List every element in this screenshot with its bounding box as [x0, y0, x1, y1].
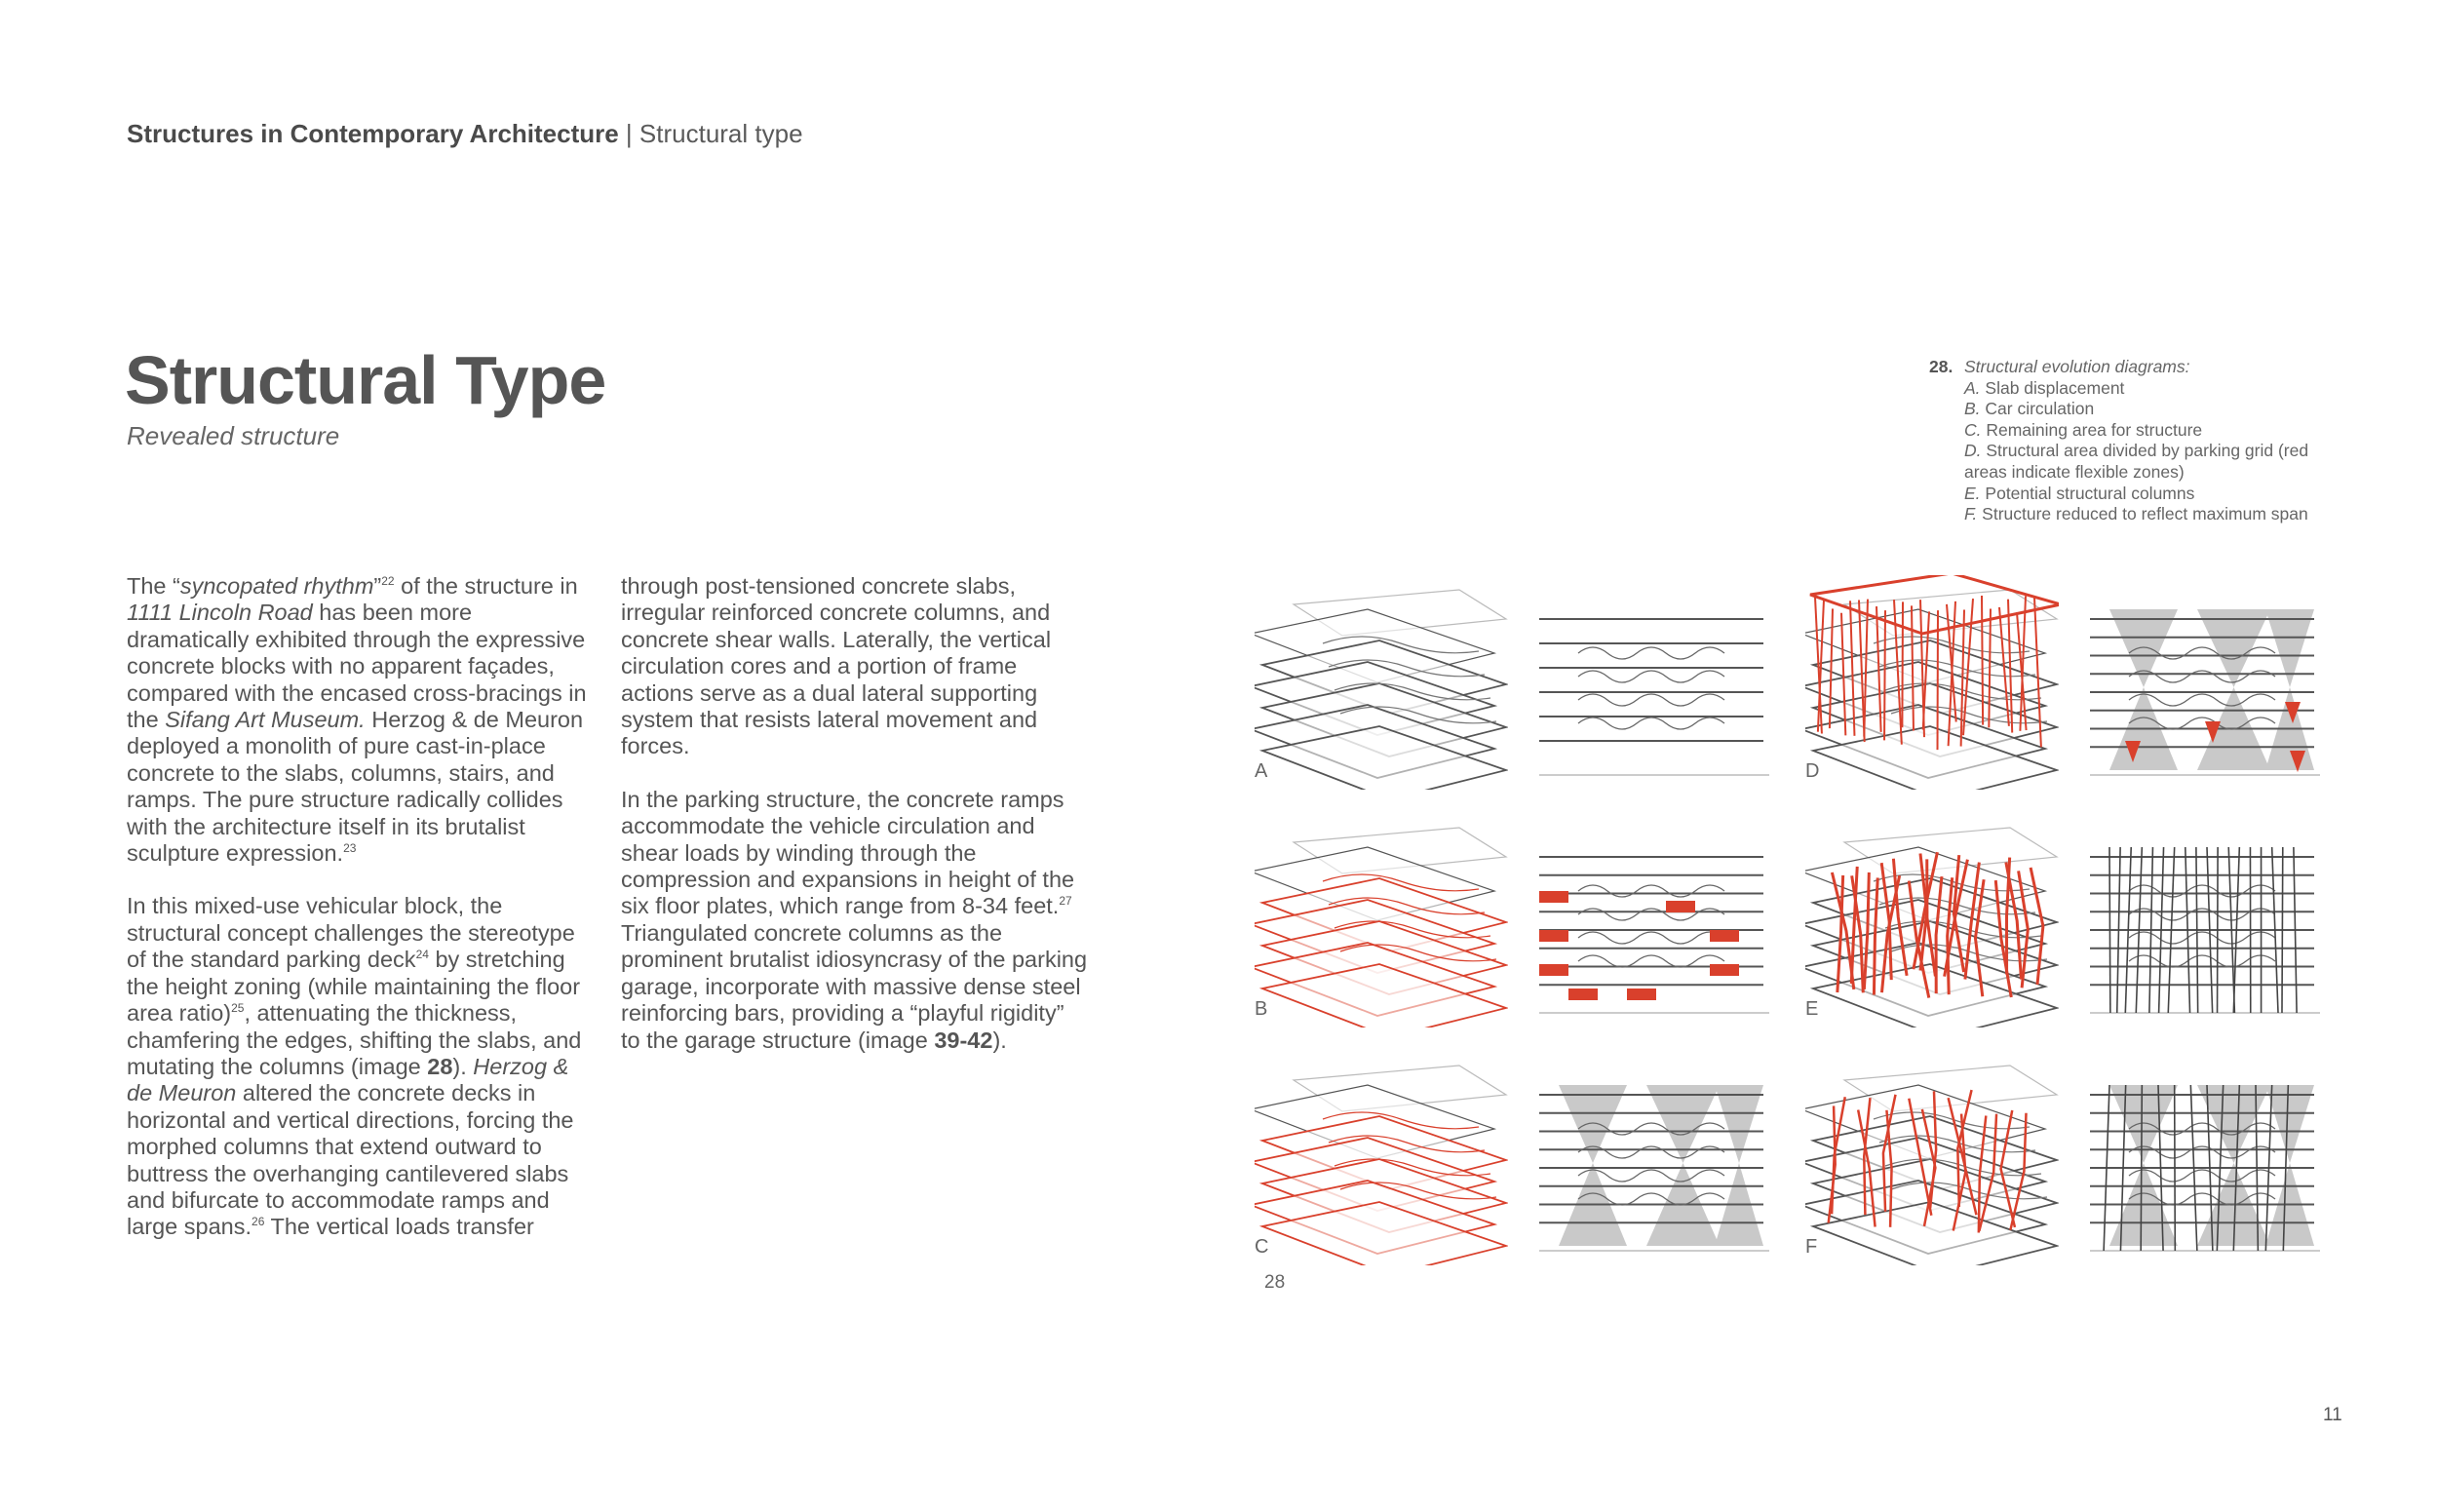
- isometric-slab-diagram: [1805, 1051, 2059, 1265]
- diagram-panel-d: [1805, 575, 2351, 809]
- elevation-diagram: [1539, 1070, 1773, 1265]
- elevation-diagram: [2090, 833, 2324, 1027]
- flexible-zone: [1539, 964, 1568, 976]
- column-line: [2218, 847, 2219, 1013]
- column-line: [2175, 1085, 2176, 1251]
- flexible-zone: [1710, 930, 1739, 942]
- paragraph: In this mixed-use vehicular block, the structural concept challenges the stereotype of the standard parking deck$^{24}$ by stretching the height zoning (while maintaining the floor area ratio)$^{25}$, attenuating the thickness, chamfering the edges, shifting the slabs, and mutating the columns (image 28). Herzog & de Meuron altered the concrete decks in horizontal and vertical directions, forcing the morphed columns that extend outward to buttress the overhanging cantilevered slabs and bifurcate to accommodate ramps and large spans.$^{26}$ The vertical loads transfer: [127, 893, 582, 1240]
- diagram-panel-a: [1255, 575, 1800, 809]
- flexible-zone: [1666, 901, 1695, 912]
- body-column-2: [621, 573, 1089, 1080]
- paragraph: The “syncopated rhythm”$^{22}$ of the structure in 1111 Lincoln Road has been more dramatically exhibited through the expressive concrete blocks with no apparent façades, compared with the encased cross-bracings in the Sifang Art Museum. Herzog & de Meuron deployed a monolith of pure cast-in-place concrete to the slabs, columns, stairs, and ramps. The pure structure radically collides with the architecture itself in its brutalist sculpture expression.$^{23}$: [127, 573, 587, 867]
- ramp-loop: [1578, 955, 1724, 967]
- diagram-panel-c: [1255, 1051, 1800, 1285]
- ramp-loop: [1578, 717, 1724, 729]
- ramp-loop: [1578, 885, 1724, 897]
- ramp-loop: [1578, 671, 1724, 682]
- page-title: Structural Type: [125, 342, 606, 418]
- isometric-slab-diagram: [1805, 813, 2059, 1027]
- ramp-loop: [1578, 1170, 1724, 1182]
- running-header-series: Structures in Contemporary Architecture: [127, 119, 619, 148]
- elevation-diagram: [1539, 595, 1773, 790]
- caption-line: F. Structure reduced to reflect maximum span: [1964, 504, 2308, 524]
- elevation-diagram: [2090, 595, 2324, 790]
- flexible-zone: [1568, 989, 1598, 1000]
- panel-label: F: [1805, 1236, 1818, 1258]
- panel-label: C: [1255, 1236, 1269, 1258]
- panel-label: E: [1805, 998, 1819, 1020]
- ramp-loop: [1578, 932, 1724, 944]
- caption-line: C. Remaining area for structure: [1964, 419, 2203, 440]
- caption-line: A. Slab displacement: [1964, 377, 2125, 398]
- figure-caption: [1929, 357, 2335, 525]
- caption-line: E. Potential structural columns: [1964, 483, 2195, 503]
- page-subtitle: Revealed structure: [127, 421, 340, 450]
- structural-zone: [1902, 601, 1903, 727]
- ramp-loop: [2129, 885, 2275, 897]
- flexible-zone: [1539, 930, 1568, 942]
- column-zone: [1559, 1085, 1627, 1163]
- panel-label: B: [1255, 998, 1268, 1020]
- diagram-panel-f: [1805, 1051, 2351, 1285]
- ramp-loop: [1578, 694, 1724, 706]
- panel-label: D: [1805, 760, 1820, 782]
- column-zone: [2265, 1085, 2314, 1163]
- panel-label: A: [1255, 760, 1268, 782]
- ramp-loop: [1578, 1146, 1724, 1158]
- running-header-separator: |: [618, 119, 639, 148]
- running-header-section: Structural type: [638, 119, 803, 148]
- paragraph: through post-tensioned concrete slabs, irregular reinforced concrete columns, and concrete shear walls. Laterally, the vertical circulation cores and a portion of frame actions serve as a dual lateral supporting system that resists lateral movement and forces.: [621, 573, 1052, 759]
- caption-line: areas indicate flexible zones): [1964, 461, 2185, 482]
- ramp-loop: [1578, 647, 1724, 659]
- flexible-zone: [1627, 989, 1656, 1000]
- paragraph: In the parking structure, the concrete ramps accommodate the vehicle circulation and shear loads by winding through the compression and expansions in height of the six floor plates, which range from 8-34 feet.$^{27}$ Triangulated concrete columns as the prominent brutalist idiosyncrasy of the parking garage, incorporate with massive dense steel reinforcing bars, providing a “playful rigidity” to the garage structure (image 39-42).: [621, 786, 1088, 1053]
- column-line: [2109, 847, 2110, 1013]
- page-number: 11: [2323, 1405, 2342, 1425]
- ramp-loop: [2129, 671, 2275, 682]
- caption-title: Structural evolution diagrams:: [1964, 357, 2190, 376]
- flexible-zone: [1539, 891, 1568, 903]
- ramp-loop: [2129, 694, 2275, 706]
- elevation-diagram: [1539, 833, 1773, 1027]
- diagram-panel-e: [1805, 813, 2351, 1047]
- caption-number: 28.: [1929, 357, 1953, 376]
- flexible-zone: [1710, 964, 1739, 976]
- caption-line: D. Structural area divided by parking grid (red: [1964, 441, 2309, 461]
- column-line: [2282, 847, 2283, 1013]
- column-zone: [2109, 1085, 2178, 1163]
- column-zone: [2109, 609, 2178, 687]
- body-column-1: [127, 573, 595, 1267]
- isometric-slab-diagram: [1805, 575, 2059, 790]
- running-header: [127, 119, 803, 149]
- structural-zone: [1982, 596, 1983, 725]
- figure-number: 28: [1264, 1272, 1286, 1293]
- ramp-loop: [1578, 909, 1724, 920]
- isometric-slab-diagram: [1255, 575, 1508, 790]
- isometric-slab-diagram: [1255, 1051, 1508, 1265]
- structural-zone: [1884, 610, 1885, 740]
- isometric-slab-diagram: [1255, 813, 1508, 1027]
- ramp-loop: [2129, 1170, 2275, 1182]
- column-zone: [1715, 1085, 1763, 1163]
- column-zone: [2265, 609, 2314, 687]
- diagram-panel-b: [1255, 813, 1800, 1047]
- column-line: [2196, 847, 2198, 1013]
- ramp-loop: [2129, 1146, 2275, 1158]
- elevation-diagram: [2090, 1070, 2324, 1265]
- caption-line: B. Car circulation: [1964, 399, 2095, 419]
